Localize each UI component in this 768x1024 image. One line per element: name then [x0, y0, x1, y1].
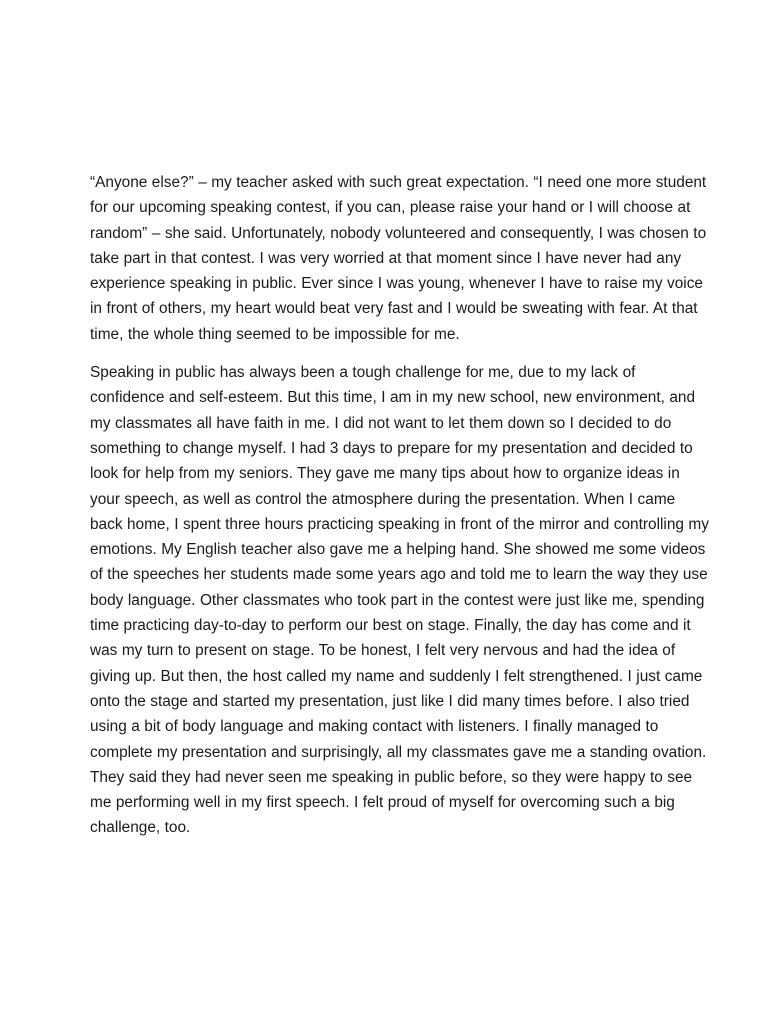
document-body [90, 170, 710, 854]
paragraph-1: “Anyone else?” – my teacher asked with such great expectation. “I need one more student for our upcoming speaking contest, if you can, please raise your hand or I will choose at random” – she said. Unfortunately, nobody volunteered and consequently, I was chosen to take part in that contest. I was very worried at that moment since I have never had any experience speaking in public. Ever since I was young, whenever I have to raise my voice in front of others, my heart would beat very fast and I would be sweating with fear. At that time, the whole thing seemed to be impossible for me. [90, 174, 707, 343]
paragraph-2: Speaking in public has always been a tough challenge for me, due to my lack of confidence and self-esteem. But this time, I am in my new school, new environment, and my classmates all have faith in me. I did not want to let them down so I decided to do something to change myself. I had 3 days to prepare for my presentation and decided to look for help from my seniors. They gave me many tips about how to organize ideas in your speech, as well as control the atmosphere during the presentation. When I came back home, I spent three hours practicing speaking in front of the mirror and controlling my emotions. My English teacher also gave me a helping hand. She showed me some videos of the speeches her students made some years ago and told me to learn the way they use body language. Other classmates who took part in the contest were just like me, spending time practicing day-to-day to perform our best on stage. Finally, the day has come and it was my turn to present on stage. To be honest, I felt very nervous and had the idea of giving up. But then, the host called my name and suddenly I felt strengthened. I just came onto the stage and started my presentation, just like I did many times before. I also tried using a bit of body language and making contact with listeners. I finally managed to complete my presentation and surprisingly, all my classmates gave me a standing ovation. They said they had never seen me speaking in public before, so they were happy to see me performing well in my first speech. I felt proud of myself for overcoming such a big challenge, too. [90, 364, 709, 837]
